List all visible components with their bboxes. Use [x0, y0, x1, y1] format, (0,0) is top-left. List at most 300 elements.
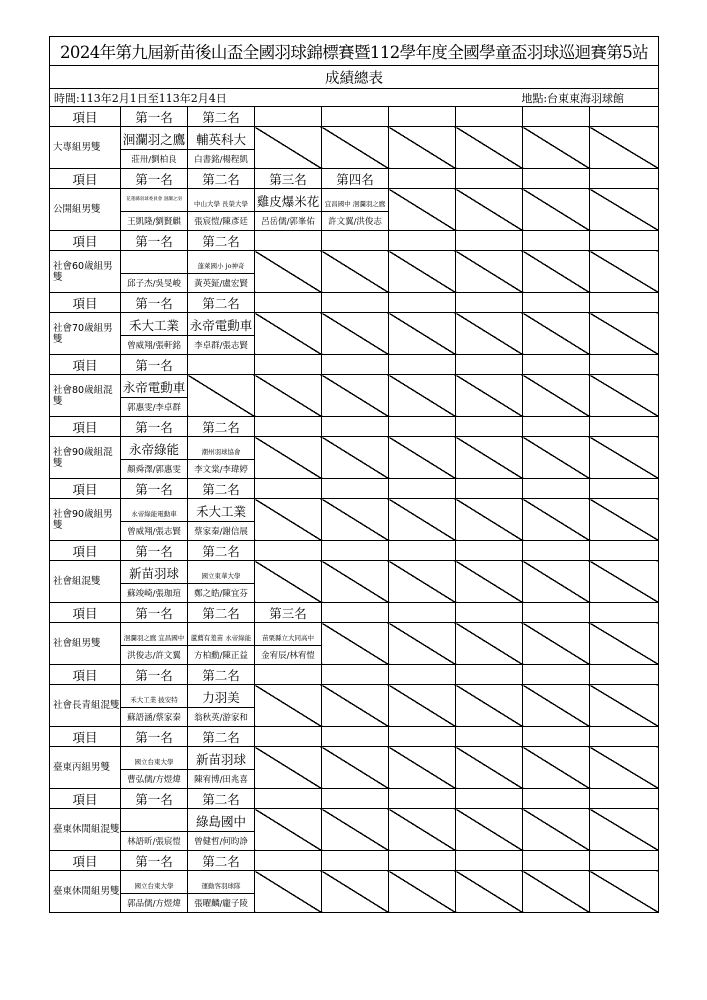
- header-blank: [590, 417, 659, 437]
- header-first: 第一名: [121, 293, 188, 313]
- event-team-row: [50, 561, 659, 584]
- header-blank: [389, 231, 456, 251]
- crossed-out-cell: [523, 747, 590, 789]
- header-item: 項目: [50, 355, 121, 375]
- header-blank: [523, 603, 590, 623]
- team-label: 輔英科大: [195, 131, 246, 147]
- event-header-row: [50, 293, 659, 313]
- crossed-out-cell: [523, 437, 590, 479]
- team-name: [188, 189, 255, 212]
- team-name: [121, 561, 188, 584]
- crossed-out-cell: [188, 375, 255, 417]
- event-name: 社會80歲組混雙: [50, 375, 121, 417]
- player-names: 蘇竣崎/張珈瑄: [121, 584, 188, 603]
- team-label: 蘆薦有羞苗 永帝綠能: [190, 633, 252, 642]
- crossed-out-cell: [523, 685, 590, 727]
- header-blank: [456, 107, 523, 127]
- header-first: 第一名: [121, 107, 188, 127]
- team-label: 洄瀾羽之鷹: [122, 131, 186, 147]
- team-name: [188, 809, 255, 832]
- header-item: 項目: [50, 851, 121, 871]
- header-blank: [322, 851, 389, 871]
- header-blank: [322, 107, 389, 127]
- team-label: 永帝綠能: [128, 441, 179, 457]
- header-blank: [255, 355, 322, 375]
- crossed-out-cell: [523, 499, 590, 541]
- crossed-out-cell: [590, 127, 659, 169]
- header-item: 項目: [50, 293, 121, 313]
- team-name: [188, 313, 255, 336]
- event-team-row: [50, 809, 659, 832]
- header-blank: [389, 355, 456, 375]
- crossed-out-cell: [456, 313, 523, 355]
- header-blank: [456, 541, 523, 561]
- event-header-row: [50, 789, 659, 809]
- header-second: 第二名: [188, 851, 255, 871]
- header-second: 第二名: [188, 169, 255, 189]
- crossed-out-cell: [389, 871, 456, 913]
- header-blank: [456, 355, 523, 375]
- header-blank: [456, 169, 523, 189]
- header-blank: [523, 727, 590, 747]
- team-name: [188, 685, 255, 708]
- header-item: 項目: [50, 727, 121, 747]
- crossed-out-cell: [322, 375, 389, 417]
- event-team-row: [50, 127, 659, 150]
- header-blank: [255, 851, 322, 871]
- header-blank: [389, 665, 456, 685]
- header-blank: [590, 727, 659, 747]
- crossed-out-cell: [456, 499, 523, 541]
- crossed-out-cell: [456, 747, 523, 789]
- event-header-row: [50, 727, 659, 747]
- team-label: 國立台東大學: [134, 881, 174, 890]
- header-blank: [255, 417, 322, 437]
- player-names: 蔡家秦/謝信展: [188, 522, 255, 541]
- header-blank: [389, 727, 456, 747]
- crossed-out-cell: [523, 313, 590, 355]
- crossed-out-cell: [523, 809, 590, 851]
- header-blank: [389, 479, 456, 499]
- event-name: 社會組男雙: [50, 623, 121, 665]
- player-names: 郭惠雯/李卓群: [121, 398, 188, 417]
- event-name: 社會長青組混雙: [50, 685, 121, 727]
- event-team-row: [50, 251, 659, 274]
- team-name: [121, 437, 188, 460]
- event-header-row: [50, 479, 659, 499]
- crossed-out-cell: [255, 375, 322, 417]
- header-first: 第一名: [121, 851, 188, 871]
- event-name: 社會70歲組男雙: [50, 313, 121, 355]
- crossed-out-cell: [523, 375, 590, 417]
- team-label: 苗栗縣立大同高中: [262, 633, 314, 642]
- header-second: 第二名: [188, 107, 255, 127]
- header-blank: [523, 107, 590, 127]
- event-team-row: [50, 623, 659, 646]
- crossed-out-cell: [523, 561, 590, 603]
- header-blank: [456, 665, 523, 685]
- crossed-out-cell: [322, 685, 389, 727]
- team-label: 綠島國中: [195, 813, 246, 829]
- team-label: 雞皮爆米花: [256, 193, 320, 209]
- crossed-out-cell: [523, 127, 590, 169]
- team-label: 潮州羽球協會: [201, 447, 241, 456]
- player-names: 曹弘儒/方煜煒: [121, 770, 188, 789]
- header-blank: [456, 603, 523, 623]
- crossed-out-cell: [590, 251, 659, 293]
- header-first: 第一名: [121, 603, 188, 623]
- header-second: 第二名: [188, 231, 255, 251]
- player-names: 鄭之皓/陳宜芬: [188, 584, 255, 603]
- header-fourth: 第四名: [322, 169, 389, 189]
- header-blank: [590, 603, 659, 623]
- crossed-out-cell: [456, 189, 523, 231]
- crossed-out-cell: [322, 251, 389, 293]
- crossed-out-cell: [389, 127, 456, 169]
- crossed-out-cell: [456, 375, 523, 417]
- header-blank: [523, 417, 590, 437]
- header-first: 第一名: [121, 665, 188, 685]
- event-team-row: [50, 375, 659, 398]
- header-second: 第二名: [188, 665, 255, 685]
- header-blank: [590, 293, 659, 313]
- crossed-out-cell: [255, 499, 322, 541]
- player-names: 顏舜澤/郭惠雯: [121, 460, 188, 479]
- header-blank: [389, 541, 456, 561]
- player-names: 王凱隆/劉賢麒: [121, 212, 188, 231]
- header-blank: [322, 665, 389, 685]
- team-label: 花蓮縣羽球委員會 洄瀾之羽: [126, 197, 182, 202]
- header-blank: [389, 789, 456, 809]
- event-name: 大專組男雙: [50, 127, 121, 169]
- header-first: 第一名: [121, 417, 188, 437]
- event-header-row: [50, 355, 659, 375]
- crossed-out-cell: [590, 809, 659, 851]
- header-blank: [389, 603, 456, 623]
- team-label: 國立台東大學: [134, 757, 174, 766]
- header-blank: [590, 107, 659, 127]
- crossed-out-cell: [255, 127, 322, 169]
- header-item: 項目: [50, 169, 121, 189]
- event-team-row: [50, 871, 659, 894]
- crossed-out-cell: [590, 437, 659, 479]
- player-names: 莊卅/劉柏良: [121, 150, 188, 169]
- team-name: [121, 189, 188, 212]
- team-name: [188, 251, 255, 274]
- header-blank: [322, 355, 389, 375]
- header-blank: [255, 107, 322, 127]
- event-name: 公開組男雙: [50, 189, 121, 231]
- event-team-row: [50, 437, 659, 460]
- header-third: 第三名: [255, 169, 322, 189]
- header-blank: [523, 231, 590, 251]
- header-blank: [389, 851, 456, 871]
- document-title: 2024年第九屆新苗後山盃全國羽球錦標賽暨112學年度全國學童盃羽球巡迴賽第5站: [50, 37, 659, 66]
- event-header-row: [50, 851, 659, 871]
- team-label: 新苗羽球: [128, 565, 179, 581]
- event-header-row: [50, 665, 659, 685]
- team-label: 禾大工業: [128, 317, 179, 333]
- crossed-out-cell: [456, 561, 523, 603]
- event-name: 社會90歲組混雙: [50, 437, 121, 479]
- event-name: 社會90歲組男雙: [50, 499, 121, 541]
- crossed-out-cell: [590, 313, 659, 355]
- crossed-out-cell: [590, 623, 659, 665]
- event-header-row: [50, 169, 659, 189]
- team-name: [255, 189, 322, 212]
- crossed-out-cell: [389, 747, 456, 789]
- results-table: [49, 36, 659, 913]
- crossed-out-cell: [322, 809, 389, 851]
- crossed-out-cell: [456, 809, 523, 851]
- header-blank: [523, 355, 590, 375]
- header-blank: [322, 789, 389, 809]
- event-location: 地點:台東東海羽球館: [521, 91, 625, 105]
- header-blank: [590, 851, 659, 871]
- header-blank: [389, 417, 456, 437]
- header-second: 第二名: [188, 293, 255, 313]
- header-blank: [322, 603, 389, 623]
- header-blank: [590, 355, 659, 375]
- document-subtitle: 成績總表: [50, 66, 659, 89]
- header-blank: [523, 293, 590, 313]
- player-names: 蘇語涵/蔡家秦: [121, 708, 188, 727]
- player-names: 翁秋英/游家和: [188, 708, 255, 727]
- crossed-out-cell: [590, 747, 659, 789]
- header-first: 第一名: [121, 355, 188, 375]
- header-blank: [523, 665, 590, 685]
- team-label: 力羽美: [202, 689, 240, 705]
- header-item: 項目: [50, 789, 121, 809]
- event-name: 臺東休閒組男雙: [50, 871, 121, 913]
- header-blank: [188, 355, 255, 375]
- crossed-out-cell: [523, 623, 590, 665]
- player-names: 曾健哲/何昀諍: [188, 832, 255, 851]
- player-names: 白書銘/楊程凱: [188, 150, 255, 169]
- crossed-out-cell: [590, 685, 659, 727]
- team-label: 洄瀾羽之鷹 宜昌國中: [123, 633, 185, 642]
- header-item: 項目: [50, 231, 121, 251]
- team-name: [188, 437, 255, 460]
- player-names: 金宥辰/林宥愷: [255, 646, 322, 665]
- header-blank: [456, 293, 523, 313]
- crossed-out-cell: [523, 871, 590, 913]
- player-names: 黃英鉦/盧宏賢: [188, 274, 255, 293]
- header-second: 第二名: [188, 417, 255, 437]
- team-name: [121, 809, 188, 832]
- crossed-out-cell: [322, 437, 389, 479]
- crossed-out-cell: [322, 871, 389, 913]
- crossed-out-cell: [523, 189, 590, 231]
- crossed-out-cell: [255, 313, 322, 355]
- team-name: [121, 747, 188, 770]
- header-item: 項目: [50, 107, 121, 127]
- crossed-out-cell: [255, 871, 322, 913]
- event-team-row: [50, 685, 659, 708]
- event-header-row: [50, 541, 659, 561]
- event-team-row: [50, 499, 659, 522]
- crossed-out-cell: [456, 251, 523, 293]
- crossed-out-cell: [456, 623, 523, 665]
- player-names: 林語昕/張宸愷: [121, 832, 188, 851]
- header-blank: [523, 541, 590, 561]
- header-blank: [389, 107, 456, 127]
- team-label: 宜昌國中 洄瀾羽之鷹: [324, 199, 386, 208]
- team-name: [121, 685, 188, 708]
- crossed-out-cell: [389, 499, 456, 541]
- header-blank: [322, 727, 389, 747]
- header-first: 第一名: [121, 541, 188, 561]
- player-names: 李卓群/張志賢: [188, 336, 255, 355]
- crossed-out-cell: [590, 189, 659, 231]
- header-blank: [456, 789, 523, 809]
- header-blank: [255, 231, 322, 251]
- header-blank: [322, 479, 389, 499]
- header-first: 第一名: [121, 727, 188, 747]
- header-blank: [456, 417, 523, 437]
- team-name: [188, 747, 255, 770]
- crossed-out-cell: [389, 561, 456, 603]
- header-item: 項目: [50, 479, 121, 499]
- team-label: 禾大工業: [195, 503, 246, 519]
- header-blank: [590, 231, 659, 251]
- header-blank: [456, 851, 523, 871]
- event-name: 臺東休閒組混雙: [50, 809, 121, 851]
- header-blank: [456, 727, 523, 747]
- player-names: 邱子杰/吳旻峻: [121, 274, 188, 293]
- header-third: 第三名: [255, 603, 322, 623]
- event-header-row: [50, 417, 659, 437]
- team-label: 蓬萊國小 jo神奇: [197, 261, 245, 270]
- event-name: 社會60歲組男雙: [50, 251, 121, 293]
- team-label: 運動客羽球隊: [201, 881, 241, 890]
- header-blank: [322, 417, 389, 437]
- header-blank: [456, 231, 523, 251]
- header-blank: [523, 169, 590, 189]
- crossed-out-cell: [389, 313, 456, 355]
- crossed-out-cell: [456, 437, 523, 479]
- team-label: 中山大學 長榮大學: [193, 199, 249, 208]
- header-second: 第二名: [188, 789, 255, 809]
- header-blank: [523, 851, 590, 871]
- crossed-out-cell: [322, 561, 389, 603]
- team-name: [121, 871, 188, 894]
- team-name: [121, 127, 188, 150]
- event-header-row: [50, 231, 659, 251]
- player-names: 曾威翔/張軒銘: [121, 336, 188, 355]
- team-label: 新苗羽球: [195, 751, 246, 767]
- crossed-out-cell: [389, 437, 456, 479]
- player-names: 許文翼/洪俊志: [322, 212, 389, 231]
- header-blank: [456, 479, 523, 499]
- event-name: 社會組混雙: [50, 561, 121, 603]
- team-name: [188, 499, 255, 522]
- header-item: 項目: [50, 541, 121, 561]
- header-blank: [255, 789, 322, 809]
- header-blank: [255, 727, 322, 747]
- header-item: 項目: [50, 603, 121, 623]
- event-team-row: [50, 747, 659, 770]
- player-names: 曾威翔/張志賢: [121, 522, 188, 541]
- player-names: 方柏勳/陳正益: [188, 646, 255, 665]
- event-header-row: [50, 107, 659, 127]
- crossed-out-cell: [322, 499, 389, 541]
- header-blank: [255, 665, 322, 685]
- header-first: 第一名: [121, 169, 188, 189]
- crossed-out-cell: [255, 747, 322, 789]
- header-blank: [523, 479, 590, 499]
- header-blank: [590, 169, 659, 189]
- team-name: [121, 313, 188, 336]
- crossed-out-cell: [322, 747, 389, 789]
- header-first: 第一名: [121, 479, 188, 499]
- crossed-out-cell: [389, 251, 456, 293]
- crossed-out-cell: [590, 499, 659, 541]
- player-names: 呂岳儒/郭峯佑: [255, 212, 322, 231]
- crossed-out-cell: [590, 871, 659, 913]
- header-second: 第二名: [188, 479, 255, 499]
- team-name: [121, 499, 188, 522]
- crossed-out-cell: [523, 251, 590, 293]
- player-names: 張曜麟/龐子陵: [188, 894, 255, 913]
- team-name: [121, 375, 188, 398]
- header-second: 第二名: [188, 727, 255, 747]
- header-blank: [389, 293, 456, 313]
- team-name: [188, 623, 255, 646]
- event-team-row: [50, 313, 659, 336]
- header-blank: [523, 789, 590, 809]
- crossed-out-cell: [255, 561, 322, 603]
- crossed-out-cell: [389, 623, 456, 665]
- header-blank: [590, 789, 659, 809]
- crossed-out-cell: [456, 127, 523, 169]
- crossed-out-cell: [389, 375, 456, 417]
- crossed-out-cell: [322, 623, 389, 665]
- crossed-out-cell: [255, 251, 322, 293]
- team-name: [188, 127, 255, 150]
- crossed-out-cell: [322, 127, 389, 169]
- header-blank: [322, 293, 389, 313]
- player-names: 陳宥博/田兆喜: [188, 770, 255, 789]
- event-name: 臺東丙組男雙: [50, 747, 121, 789]
- team-name: [121, 251, 188, 274]
- team-name: [188, 871, 255, 894]
- team-label: 永帝電動車: [189, 317, 253, 333]
- crossed-out-cell: [322, 313, 389, 355]
- team-label: 國立東華大學: [201, 571, 241, 580]
- header-item: 項目: [50, 665, 121, 685]
- team-name: [322, 189, 389, 212]
- player-names: 洪俊志/許文翼: [121, 646, 188, 665]
- event-time: 時間:113年2月1日至113年2月4日: [54, 91, 227, 105]
- header-blank: [590, 479, 659, 499]
- team-name: [255, 623, 322, 646]
- crossed-out-cell: [456, 685, 523, 727]
- player-names: 張宸愷/陳彥廷: [188, 212, 255, 231]
- team-label: 永帝電動車: [122, 379, 186, 395]
- header-blank: [255, 541, 322, 561]
- info-row: [50, 89, 659, 107]
- header-blank: [590, 541, 659, 561]
- results-sheet: [49, 36, 658, 913]
- player-names: 李文棠/李瑋婷: [188, 460, 255, 479]
- crossed-out-cell: [590, 561, 659, 603]
- header-first: 第一名: [121, 789, 188, 809]
- header-blank: [322, 231, 389, 251]
- team-name: [188, 561, 255, 584]
- team-label: 永帝綠能電動車: [131, 509, 177, 518]
- header-blank: [322, 541, 389, 561]
